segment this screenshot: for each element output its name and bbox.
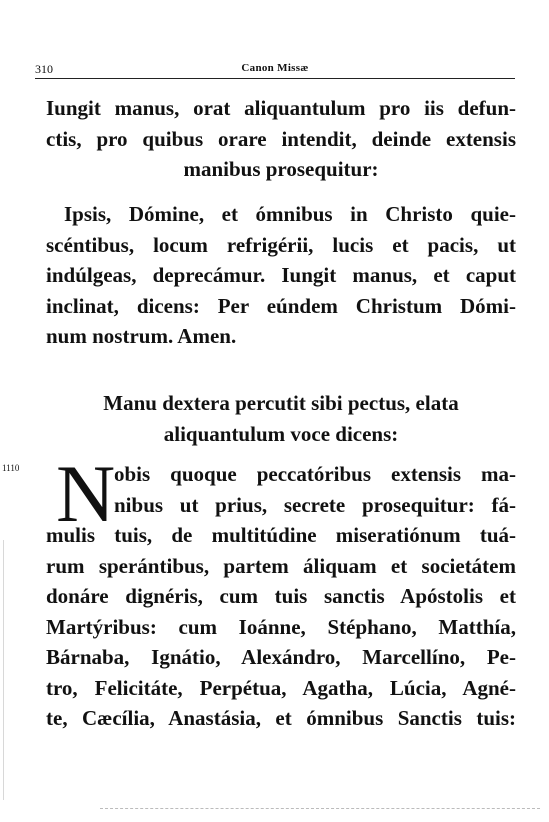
text-line: obis quoque peccatóribus extensis ma- bbox=[114, 462, 516, 486]
text-line: indúlgeas, deprecámur. Iungit manus, et caput bbox=[46, 263, 516, 287]
text-line: inclinat, dicens: Per eúndem Christum Dómi- bbox=[46, 293, 516, 318]
text-line: scéntibus, locum refrigérii, lucis et pacis, ut bbox=[46, 232, 516, 257]
prayer-paragraph-2 bbox=[46, 448, 516, 734]
text-line: manibus prosequitur: bbox=[183, 157, 379, 181]
rubric-paragraph-2 bbox=[46, 388, 516, 449]
text-line: donáre dignéris, cum tuis sanctis Apóstolis et bbox=[46, 584, 516, 608]
text-line: nibus ut prius, secrete prosequitur: fá- bbox=[114, 492, 516, 517]
text-line: mulis tuis, de multitúdine miseratiónum tuá- bbox=[46, 523, 516, 547]
page-number: 310 bbox=[35, 62, 53, 76]
text-line: Ipsis, Dómine, et ómnibus in Christo quie- bbox=[64, 202, 516, 226]
drop-cap-initial: N bbox=[56, 448, 116, 539]
text-line: Iungit manus, orat aliquantulum pro iis defun- bbox=[46, 96, 516, 120]
text-line: Bárnaba, Ignátio, Alexándro, Marcellíno, Pe- bbox=[46, 645, 516, 669]
text-line: tro, Felicitáte, Perpétua, Agatha, Lúcia, Agné- bbox=[46, 675, 516, 700]
text-line: aliquantulum voce dicens: bbox=[163, 421, 399, 446]
text-line: te, Cæcília, Anastásia, et ómnibus Sanctis tuis: bbox=[46, 706, 516, 730]
page-header bbox=[35, 60, 515, 79]
text-line: Manu dextera percutit sibi pectus, elata bbox=[103, 391, 459, 415]
running-title: Canon Missæ bbox=[241, 62, 309, 74]
text-line: rum sperántibus, partem áliquam et societátem bbox=[46, 553, 516, 578]
bottom-scan-rule bbox=[100, 808, 540, 809]
scan-edge-line bbox=[3, 540, 4, 800]
margin-reference-number: 1110 bbox=[2, 463, 20, 473]
text-line: ctis, pro quibus orare intendit, deinde extensis bbox=[46, 126, 516, 151]
rubric-paragraph-1 bbox=[46, 93, 516, 185]
prayer-paragraph-1 bbox=[46, 199, 516, 352]
text-line: Martýribus: cum Ioánne, Stéphano, Matthía, bbox=[46, 614, 516, 639]
text-line: num nostrum. Amen. bbox=[46, 324, 237, 348]
